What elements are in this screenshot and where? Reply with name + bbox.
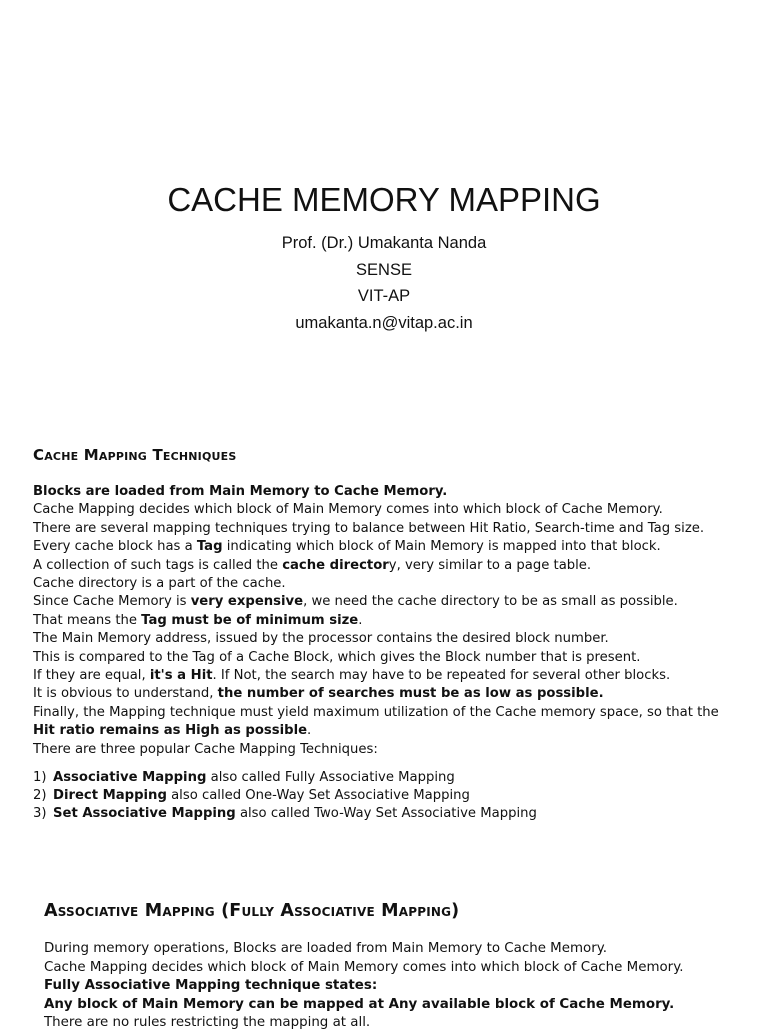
text: There are no rules restricting the mapping at all. xyxy=(44,1015,371,1030)
list-item xyxy=(33,787,748,805)
text: The Main Memory address, issued by the processor contains the desired block number. xyxy=(33,631,609,647)
body-line xyxy=(33,649,748,667)
technique-name: Direct Mapping xyxy=(53,788,167,804)
bold-text: it's a Hit xyxy=(149,668,213,684)
document-title: CACHE MEMORY MAPPING xyxy=(167,181,601,218)
list-number: 1) xyxy=(33,770,47,786)
author-name: Prof. (Dr.) Umakanta Nanda xyxy=(281,234,487,252)
title-block xyxy=(0,178,768,336)
bold-text: very expensive xyxy=(190,594,304,610)
text: It is obvious to understand, xyxy=(33,686,218,702)
body-line xyxy=(33,685,748,703)
bold-text: Tag xyxy=(196,539,223,555)
bold-text: Fully Associative Mapping technique states: xyxy=(44,978,378,993)
text: Since Cache Memory is xyxy=(33,594,191,610)
bold-text: Tag must be of minimum size xyxy=(141,612,359,628)
author-email: umakanta.n@vitap.ac.in xyxy=(295,313,473,332)
technique-alias: also called Two-Way Set Associative Mapping xyxy=(235,806,537,822)
body-line xyxy=(33,741,748,759)
list-item xyxy=(33,805,748,823)
body-line xyxy=(33,501,748,519)
body-line xyxy=(44,940,744,959)
technique-name: Set Associative Mapping xyxy=(53,806,236,822)
text: That means the xyxy=(33,612,142,628)
body-line xyxy=(33,538,748,556)
body-line xyxy=(33,630,748,648)
technique-name: Associative Mapping xyxy=(53,770,207,786)
author-school: SENSE xyxy=(356,260,412,279)
text: Cache Mapping decides which block of Main Memory comes into which block of Cache Memory. xyxy=(44,959,684,975)
text: y, very similar to a page table. xyxy=(388,557,592,573)
section-heading: Associative Mapping (Fully Associative Mapping) xyxy=(44,901,460,921)
technique-alias: also called Fully Associative Mapping xyxy=(206,770,455,786)
list-item xyxy=(33,769,748,787)
list-number: 3) xyxy=(33,806,47,822)
text: There are three popular Cache Mapping Techniques: xyxy=(33,741,378,757)
bold-text: the number of searches must be as low as possible. xyxy=(217,686,604,702)
text: During memory operations, Blocks are loaded from Main Memory to Cache Memory. xyxy=(44,941,607,956)
text: Cache Mapping decides which block of Main Memory comes into which block of Cache Memory. xyxy=(33,502,663,518)
section-heading: Cache Mapping Techniques xyxy=(33,446,237,464)
techniques-list xyxy=(33,769,748,823)
text: indicating which block of Main Memory is mapped into that block. xyxy=(222,539,661,555)
body-line xyxy=(33,483,748,501)
bold-text: cache director xyxy=(282,557,389,573)
body-line xyxy=(33,520,748,538)
section-associative-mapping xyxy=(44,898,744,1033)
bold-text: Any block of Main Memory can be mapped at Any available block of Cache Memory. xyxy=(44,996,675,1012)
body-line xyxy=(33,722,748,740)
section-cache-mapping-techniques xyxy=(33,444,748,823)
text: . If Not, the search may have to be repeated for several other blocks. xyxy=(212,668,671,684)
text: Cache directory is a part of the cache. xyxy=(33,576,286,592)
body-line xyxy=(33,575,748,593)
text: A collection of such tags is called the xyxy=(33,557,283,573)
text: Every cache block has a xyxy=(33,539,197,555)
body-line xyxy=(44,1014,744,1033)
text: This is compared to the Tag of a Cache Block, which gives the Block number that is present. xyxy=(33,649,641,665)
body-line xyxy=(33,557,748,575)
text: Finally, the Mapping technique must yield maximum utilization of the Cache memory space, so that the xyxy=(33,704,719,720)
text: If they are equal, xyxy=(33,668,150,684)
body-line xyxy=(33,704,748,722)
text: . xyxy=(307,723,312,739)
body-line xyxy=(44,959,744,978)
section-body xyxy=(33,483,748,759)
text: . xyxy=(358,612,363,628)
author-institute: VIT-AP xyxy=(357,287,411,305)
list-number: 2) xyxy=(33,788,47,804)
text: There are several mapping techniques trying to balance between Hit Ratio, Search-time and Tag size. xyxy=(33,520,705,536)
body-line xyxy=(33,667,748,685)
body-line xyxy=(33,593,748,611)
bold-text: Blocks are loaded from Main Memory to Cache Memory. xyxy=(33,484,448,499)
text: , we need the cache directory to be as small as possible. xyxy=(303,594,678,610)
section-body xyxy=(44,940,744,1033)
body-line xyxy=(44,996,744,1015)
technique-alias: also called One-Way Set Associative Mapping xyxy=(166,788,470,804)
body-line xyxy=(33,612,748,630)
bold-text: Hit ratio remains as High as possible xyxy=(33,723,308,739)
body-line xyxy=(44,977,744,996)
